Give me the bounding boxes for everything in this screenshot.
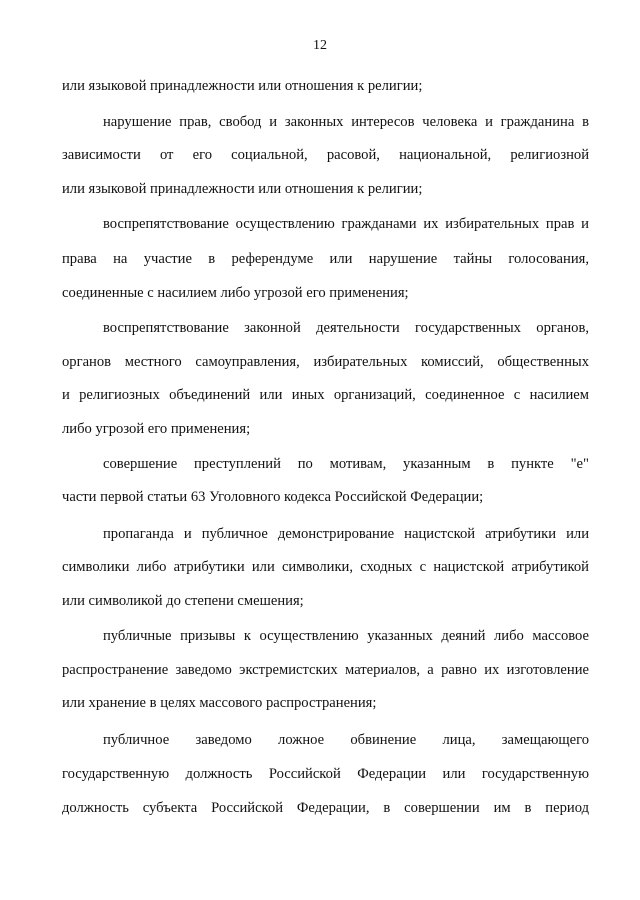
text-line: символики либо атрибутики или символики, сходных с нацистской атрибутикой [62, 559, 589, 575]
text-line: нарушение прав, свобод и законных интересов человека и гражданина в [103, 114, 589, 130]
text-line: и религиозных объединений или иных организаций, соединенное с насилием [62, 387, 589, 403]
text-line: права на участие в референдуме или нарушение тайны голосования, [62, 251, 589, 267]
text-line: или языковой принадлежности или отношения к религии; [62, 181, 423, 197]
text-line: публичное заведомо ложное обвинение лица, замещающего [103, 732, 589, 748]
text-line: или языковой принадлежности или отношения к религии; [62, 78, 423, 94]
text-line: соединенные с насилием либо угрозой его применения; [62, 285, 409, 301]
text-line: зависимости от его социальной, расовой, национальной, религиозной [62, 147, 589, 163]
text-line: воспрепятствование осуществлению гражданами их избирательных прав и [103, 216, 589, 232]
text-line: части первой статьи 63 Уголовного кодекса Российской Федерации; [62, 489, 484, 505]
text-line: государственную должность Российской Федерации или государственную [62, 766, 589, 782]
text-line: или символикой до степени смешения; [62, 593, 304, 609]
text-line: должность субъекта Российской Федерации, в совершении им в период [62, 800, 589, 816]
text-line: органов местного самоуправления, избирательных комиссий, общественных [62, 354, 589, 370]
text-line: совершение преступлений по мотивам, указанным в пункте "е" [103, 456, 589, 472]
text-line: или хранение в целях массового распространения; [62, 695, 377, 711]
text-line: публичные призывы к осуществлению указанных деяний либо массовое [103, 628, 589, 644]
text-line: воспрепятствование законной деятельности государственных органов, [103, 320, 589, 336]
text-line: распространение заведомо экстремистских материалов, а равно их изготовление [62, 662, 589, 678]
text-line: либо угрозой его применения; [62, 421, 251, 437]
text-line: пропаганда и публичное демонстрирование нацистской атрибутики или [103, 526, 589, 542]
page-number: 12 [313, 38, 327, 53]
